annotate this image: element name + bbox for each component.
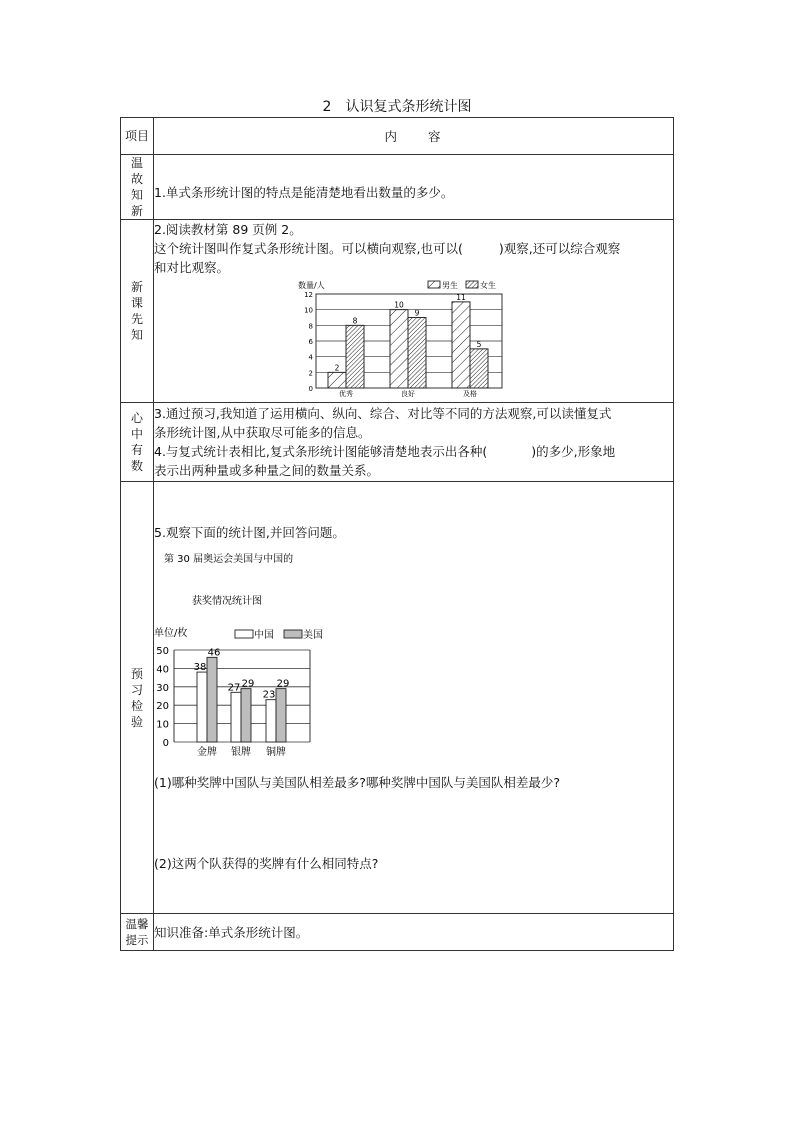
chart1-container — [298, 279, 673, 402]
label-newlesson — [121, 220, 154, 403]
y-tick-label: 20 — [156, 700, 169, 712]
content-review — [154, 155, 674, 220]
data-label: 2 — [334, 363, 340, 373]
label-char: 知 — [130, 188, 143, 202]
data-label: 38 — [193, 661, 207, 673]
data-label: 29 — [241, 678, 255, 690]
data-label: 27 — [227, 681, 241, 693]
mind-p3a: 4.与复式统计表相比,复式条形统计图能够清楚地表示出各种( — [154, 444, 488, 459]
bar — [207, 657, 217, 742]
x-tick-label: 及格 — [463, 390, 477, 397]
data-label: 23 — [262, 689, 276, 701]
mind-p1: 3.通过预习,我知道了运用横向、纵向、综合、对比等不同的方法观察,可以读懂复式 — [154, 406, 612, 421]
y-tick-label: 30 — [156, 682, 169, 694]
data-label: 5 — [476, 339, 482, 349]
content-preview — [154, 482, 674, 914]
label-char: 有 — [130, 443, 143, 457]
legend-label: 女生 — [480, 281, 496, 290]
header-label — [121, 118, 154, 155]
label-char: 中 — [130, 427, 143, 441]
header-content: 内 容 — [154, 118, 674, 155]
legend-swatch — [428, 281, 440, 288]
mind-p3b: )的多少,形象地 — [531, 444, 616, 459]
grade-bar-chart — [298, 279, 518, 397]
newlesson-p2 — [154, 239, 673, 258]
label-char: 新 — [130, 280, 143, 294]
legend-swatch — [235, 630, 253, 638]
newlesson-p1: 2.阅读教材第 89 页例 2。 — [154, 222, 302, 237]
legend-swatch — [284, 630, 302, 638]
data-label: 46 — [207, 646, 221, 658]
row-mind — [121, 403, 674, 482]
x-tick-label: 金牌 — [197, 746, 217, 758]
label-word: 提示 — [125, 933, 149, 947]
data-label: 8 — [352, 316, 358, 326]
label-preview — [121, 482, 154, 914]
y-tick-label: 40 — [156, 663, 169, 675]
answer-space-1[interactable] — [154, 792, 673, 854]
y-axis-label: 单位/枚 — [154, 627, 188, 639]
y-tick-label: 10 — [304, 306, 313, 315]
label-mind — [121, 403, 154, 482]
chart-title: 第 30 届奥运会美国与中国的 — [164, 553, 294, 565]
label-char: 心 — [130, 411, 143, 425]
y-tick-label: 4 — [308, 353, 313, 362]
newlesson-p2b: )观察,还可以综合观察 — [498, 241, 621, 256]
preview-p1: 5.观察下面的统计图,并回答问题。 — [154, 524, 345, 540]
mind-p2: 条形统计图,从中获取尽可能多的信息。 — [154, 425, 371, 440]
x-tick-label: 优秀 — [339, 390, 353, 397]
y-axis-label: 数量/人 — [298, 281, 325, 290]
label-char: 故 — [130, 172, 143, 186]
data-label: 29 — [276, 678, 290, 690]
label-char: 预 — [130, 666, 143, 681]
label-char: 习 — [130, 682, 143, 697]
y-tick-label: 6 — [308, 338, 313, 346]
bar — [266, 699, 276, 741]
header-label-text: 项目 — [124, 129, 149, 143]
label-char: 先 — [130, 312, 143, 326]
tips-text: 知识准备:单式条形统计图。 — [154, 924, 309, 940]
content-mind — [154, 403, 674, 482]
bar — [452, 302, 470, 388]
y-tick-label: 10 — [156, 719, 169, 731]
x-tick-label: 银牌 — [231, 746, 251, 758]
label-review — [121, 155, 154, 220]
mind-p3 — [154, 442, 673, 461]
x-tick-label: 铜牌 — [266, 746, 286, 758]
page-title: 2 认识复式条形统计图 — [322, 99, 472, 115]
row-newlesson — [121, 220, 674, 403]
bar — [408, 318, 426, 389]
label-char: 知 — [130, 328, 143, 342]
data-label: 11 — [456, 292, 466, 302]
newlesson-p3: 和对比观察。 — [154, 260, 230, 275]
bar — [346, 325, 364, 388]
bar — [231, 692, 241, 742]
medal-bar-chart — [154, 544, 414, 762]
label-char: 课 — [130, 296, 143, 310]
bar — [241, 688, 251, 741]
label-char: 温 — [130, 156, 143, 170]
question-2: (2)这两个队获得的奖牌有什么相同特点? — [154, 855, 379, 871]
content-tips — [154, 914, 674, 951]
label-word: 温馨 — [125, 917, 149, 931]
label-char: 新 — [130, 204, 143, 218]
newlesson-p2a: 这个统计图叫作复式条形统计图。可以横向观察,也可以( — [154, 241, 463, 256]
label-char: 验 — [130, 714, 143, 729]
data-label: 10 — [394, 300, 404, 310]
label-char: 检 — [130, 698, 143, 713]
chart2-container — [154, 544, 673, 767]
review-text: 1.单式条形统计图的特点是能清楚地看出数量的多少。 — [154, 184, 454, 200]
y-tick-label: 8 — [308, 322, 313, 331]
bar — [470, 349, 488, 388]
header-row — [121, 118, 674, 155]
y-tick-label: 12 — [304, 291, 313, 299]
bar — [328, 372, 346, 388]
legend-label: 男生 — [442, 281, 458, 290]
row-preview — [121, 482, 674, 914]
y-tick-label: 50 — [156, 645, 169, 657]
worksheet-table — [120, 117, 674, 951]
legend-label: 中国 — [254, 629, 274, 641]
data-label: 9 — [414, 308, 420, 318]
legend-label: 美国 — [303, 629, 323, 641]
content-newlesson — [154, 220, 674, 403]
bar — [390, 310, 408, 388]
y-tick-label: 0 — [162, 737, 169, 749]
question-1: (1)哪种奖牌中国队与美国队相差最多?哪种奖牌中国队与美国队相差最少? — [154, 774, 560, 790]
bar — [276, 688, 286, 741]
y-tick-label: 2 — [308, 369, 313, 378]
row-tips — [121, 914, 674, 951]
legend-swatch — [466, 281, 478, 288]
label-char: 数 — [130, 459, 143, 473]
row-review — [121, 155, 674, 220]
y-tick-label: 0 — [308, 385, 313, 393]
x-tick-label: 良好 — [401, 390, 415, 397]
chart-subtitle: 获奖情况统计图 — [192, 595, 262, 607]
label-tips — [121, 914, 154, 951]
mind-p4: 表示出两种量或多种量之间的数量关系。 — [154, 463, 380, 478]
bar — [197, 672, 207, 742]
